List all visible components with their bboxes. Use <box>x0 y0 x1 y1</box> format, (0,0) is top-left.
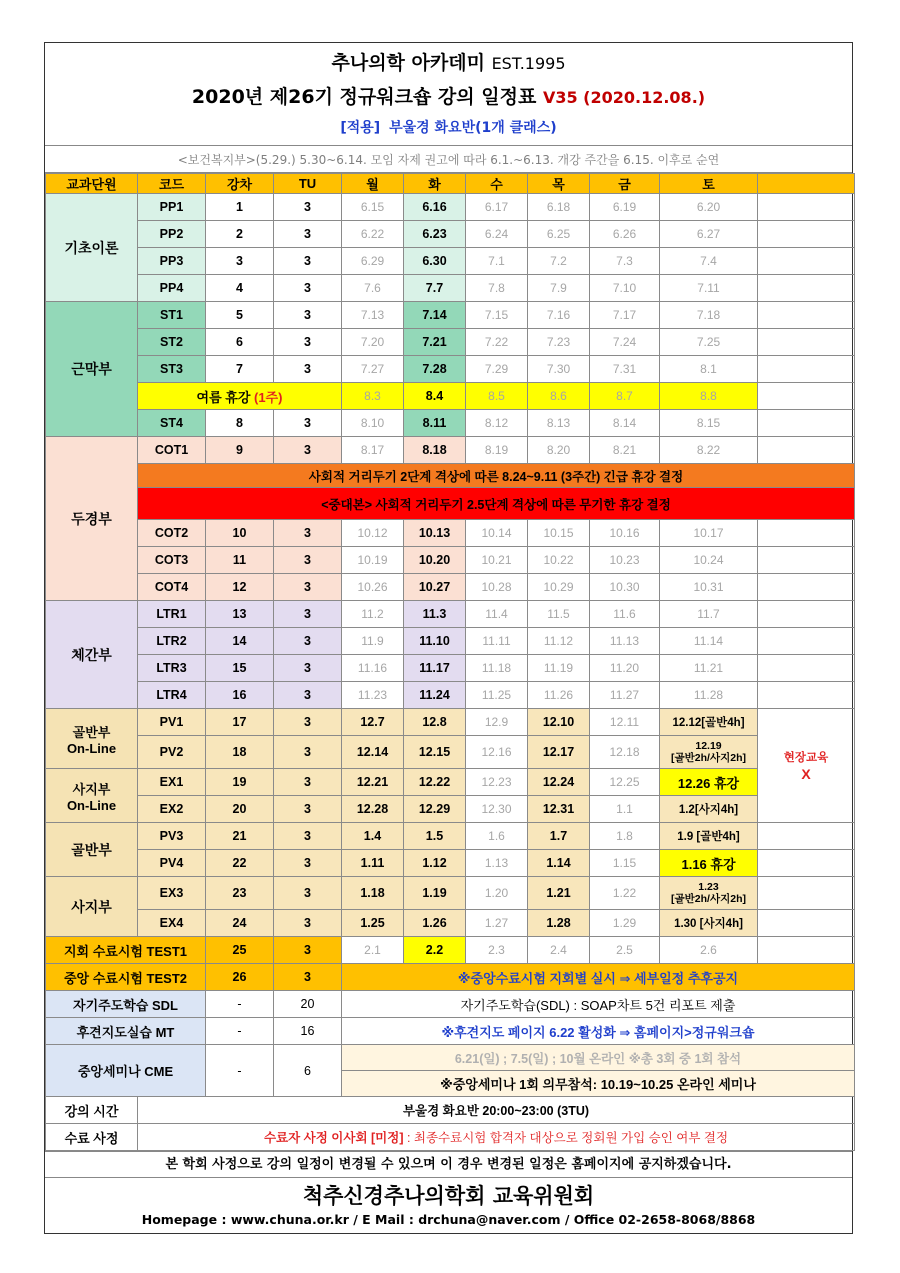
col-fri: 금 <box>590 174 660 194</box>
applied-tag: [적용] <box>340 120 381 136</box>
table-row: 사지부 EX3 23 3 1.18 1.19 1.20 1.21 1.22 1.23 [골반2h/사지2h] <box>46 877 855 910</box>
col-unit: 교과단원 <box>46 174 138 194</box>
table-row: 체간부 LTR1 13 3 11.2 11.3 11.4 11.5 11.6 11.7 <box>46 601 855 628</box>
academy-title: 추나의학 아카데미 <box>331 52 485 74</box>
est-label: EST.1995 <box>491 54 566 73</box>
table-row: COT4 12 3 10.26 10.27 10.28 10.29 10.30 10.31 <box>46 574 855 601</box>
contact-line: Homepage : www.chuna.or.kr / E Mail : drchuna@naver.com / Office 02-2658-8068/8868 <box>141 1212 756 1227</box>
table-row: 두경부 COT1 9 3 8.17 8.18 8.19 8.20 8.21 8.22 <box>46 437 855 464</box>
schedule-title: 2020년 제26기 정규워크숍 강의 일정표 <box>191 86 537 108</box>
class-name: 부울경 화요반(1개 클래스) <box>389 120 557 136</box>
group-limb: 사지부 <box>46 877 138 937</box>
table-row: LTR4 16 3 11.23 11.24 11.25 11.26 11.27 11.28 <box>46 682 855 709</box>
group-pelvis-online: 골반부 On-Line <box>46 709 138 769</box>
table-row: 근막부 ST1 5 3 7.13 7.14 7.15 7.16 7.17 7.18 <box>46 302 855 329</box>
col-tu: TU <box>274 174 342 194</box>
table-row: EX2 20 3 12.28 12.29 12.30 12.31 1.1 1.2[사지4h] <box>46 796 855 823</box>
test2-row: 중앙 수료시험 TEST2 26 3 ※중앙수료시험 지회별 실시 ⇒ 세부일정 추후공지 <box>46 964 855 991</box>
table-row: PP4 4 3 7.6 7.7 7.8 7.9 7.10 7.11 <box>46 275 855 302</box>
group-head: 두경부 <box>46 437 138 601</box>
organization-name: 척추신경추나의학회 교육위원회 <box>45 1177 852 1211</box>
completion-row: 수료 사정 수료자 사정 이사회 [미정] : 최종수료시험 합격자 대상으로 정회원 가입 승인 여부 결정 <box>46 1124 855 1151</box>
table-row: PV2 18 3 12.14 12.15 12.16 12.17 12.18 12.19 [골반2h/사지2h] <box>46 736 855 769</box>
red-break-row: <중대본> 사회적 거리두기 2.5단계 격상에 따른 무기한 휴강 결정 <box>46 488 855 520</box>
table-row: 골반부 PV3 21 3 1.4 1.5 1.6 1.7 1.8 1.9 [골반4h] <box>46 823 855 850</box>
col-thu: 목 <box>528 174 590 194</box>
group-trunk: 체간부 <box>46 601 138 709</box>
time-row: 강의 시간 부울경 화요반 20:00~23:00 (3TU) <box>46 1097 855 1124</box>
col-session: 강차 <box>206 174 274 194</box>
table-row: PP2 2 3 6.22 6.23 6.24 6.25 6.26 6.27 <box>46 221 855 248</box>
column-header-row <box>46 174 855 194</box>
table-row: LTR2 14 3 11.9 11.10 11.11 11.12 11.13 11.14 <box>46 628 855 655</box>
table-row: COT3 11 3 10.19 10.20 10.21 10.22 10.23 10.24 <box>46 547 855 574</box>
group-limb-online: 사지부 On-Line <box>46 769 138 823</box>
table-row: ST3 7 3 7.27 7.28 7.29 7.30 7.31 8.1 <box>46 356 855 383</box>
table-row: ST2 6 3 7.20 7.21 7.22 7.23 7.24 7.25 <box>46 329 855 356</box>
mt-row: 후견지도실습 MT - 16 ※후견지도 페이지 6.22 활성화 ⇒ 홈페이지>정규워크숍 <box>46 1018 855 1045</box>
table-row: COT2 10 3 10.12 10.13 10.14 10.15 10.16 10.17 <box>46 520 855 547</box>
group-basic: 기초이론 <box>46 194 138 302</box>
table-row: 골반부 On-Line PV1 17 3 12.7 12.8 12.9 12.10 12.11 12.12[골반4h] 현장교육 X <box>46 709 855 736</box>
col-mon: 월 <box>342 174 404 194</box>
cme-row: 중앙세미나 CME - 6 6.21(일) ; 7.5(일) ; 10월 온라인 ※총 3회 중 1회 참석 <box>46 1045 855 1071</box>
cme-row-2: ※중앙세미나 1회 의무참석: 10.19~10.25 온라인 세미나 <box>46 1071 855 1097</box>
group-pelvis: 골반부 <box>46 823 138 877</box>
onsite-education-note: 현장교육 X <box>758 709 855 823</box>
col-tue: 화 <box>404 174 466 194</box>
table-row: PV4 22 3 1.11 1.12 1.13 1.14 1.15 1.16 휴강 <box>46 850 855 877</box>
col-wed: 수 <box>466 174 528 194</box>
col-extra <box>758 174 855 194</box>
sdl-row: 자기주도학습 SDL - 20 자기주도학습(SDL) : SOAP차트 5건 리포트 제출 <box>46 991 855 1018</box>
table-row: 기초이론 PP1 1 3 6.15 6.16 6.17 6.18 6.19 6.20 <box>46 194 855 221</box>
notice-line: <보건복지부>(5.29.) 5.30~6.14. 모임 자제 권고에 따라 6.1.~6.13. 개강 주간을 6.15. 이후로 순연 <box>45 145 852 173</box>
col-sat: 토 <box>660 174 758 194</box>
table-row: EX4 24 3 1.25 1.26 1.27 1.28 1.29 1.30 [사지4h] <box>46 910 855 937</box>
version-label: V35 (2020.12.08.) <box>542 88 706 107</box>
summer-break-row: 여름 휴강 (1주) 8.3 8.4 8.5 8.6 8.7 8.8 <box>46 383 855 410</box>
table-row: ST4 8 3 8.10 8.11 8.12 8.13 8.14 8.15 <box>46 410 855 437</box>
table-row: PP3 3 3 6.29 6.30 7.1 7.2 7.3 7.4 <box>46 248 855 275</box>
group-muscle: 근막부 <box>46 302 138 437</box>
table-row: 사지부 On-Line EX1 19 3 12.21 12.22 12.23 12.24 12.25 12.26 휴강 <box>46 769 855 796</box>
schedule-table <box>45 173 855 1151</box>
table-row: LTR3 15 3 11.16 11.17 11.18 11.19 11.20 11.21 <box>46 655 855 682</box>
orange-break-row: 사회적 거리두기 2단계 격상에 따른 8.24~9.11 (3주간) 긴급 휴강 결정 <box>46 464 855 488</box>
test1-row: 지회 수료시험 TEST1 25 3 2.1 2.2 2.3 2.4 2.5 2.6 <box>46 937 855 964</box>
header <box>45 43 852 145</box>
col-code: 코드 <box>138 174 206 194</box>
change-notice: 본 학회 사정으로 강의 일정이 변경될 수 있으며 이 경우 변경된 일정은 홈페이지에 공지하겠습니다. <box>45 1151 852 1177</box>
schedule-sheet <box>44 42 853 1234</box>
